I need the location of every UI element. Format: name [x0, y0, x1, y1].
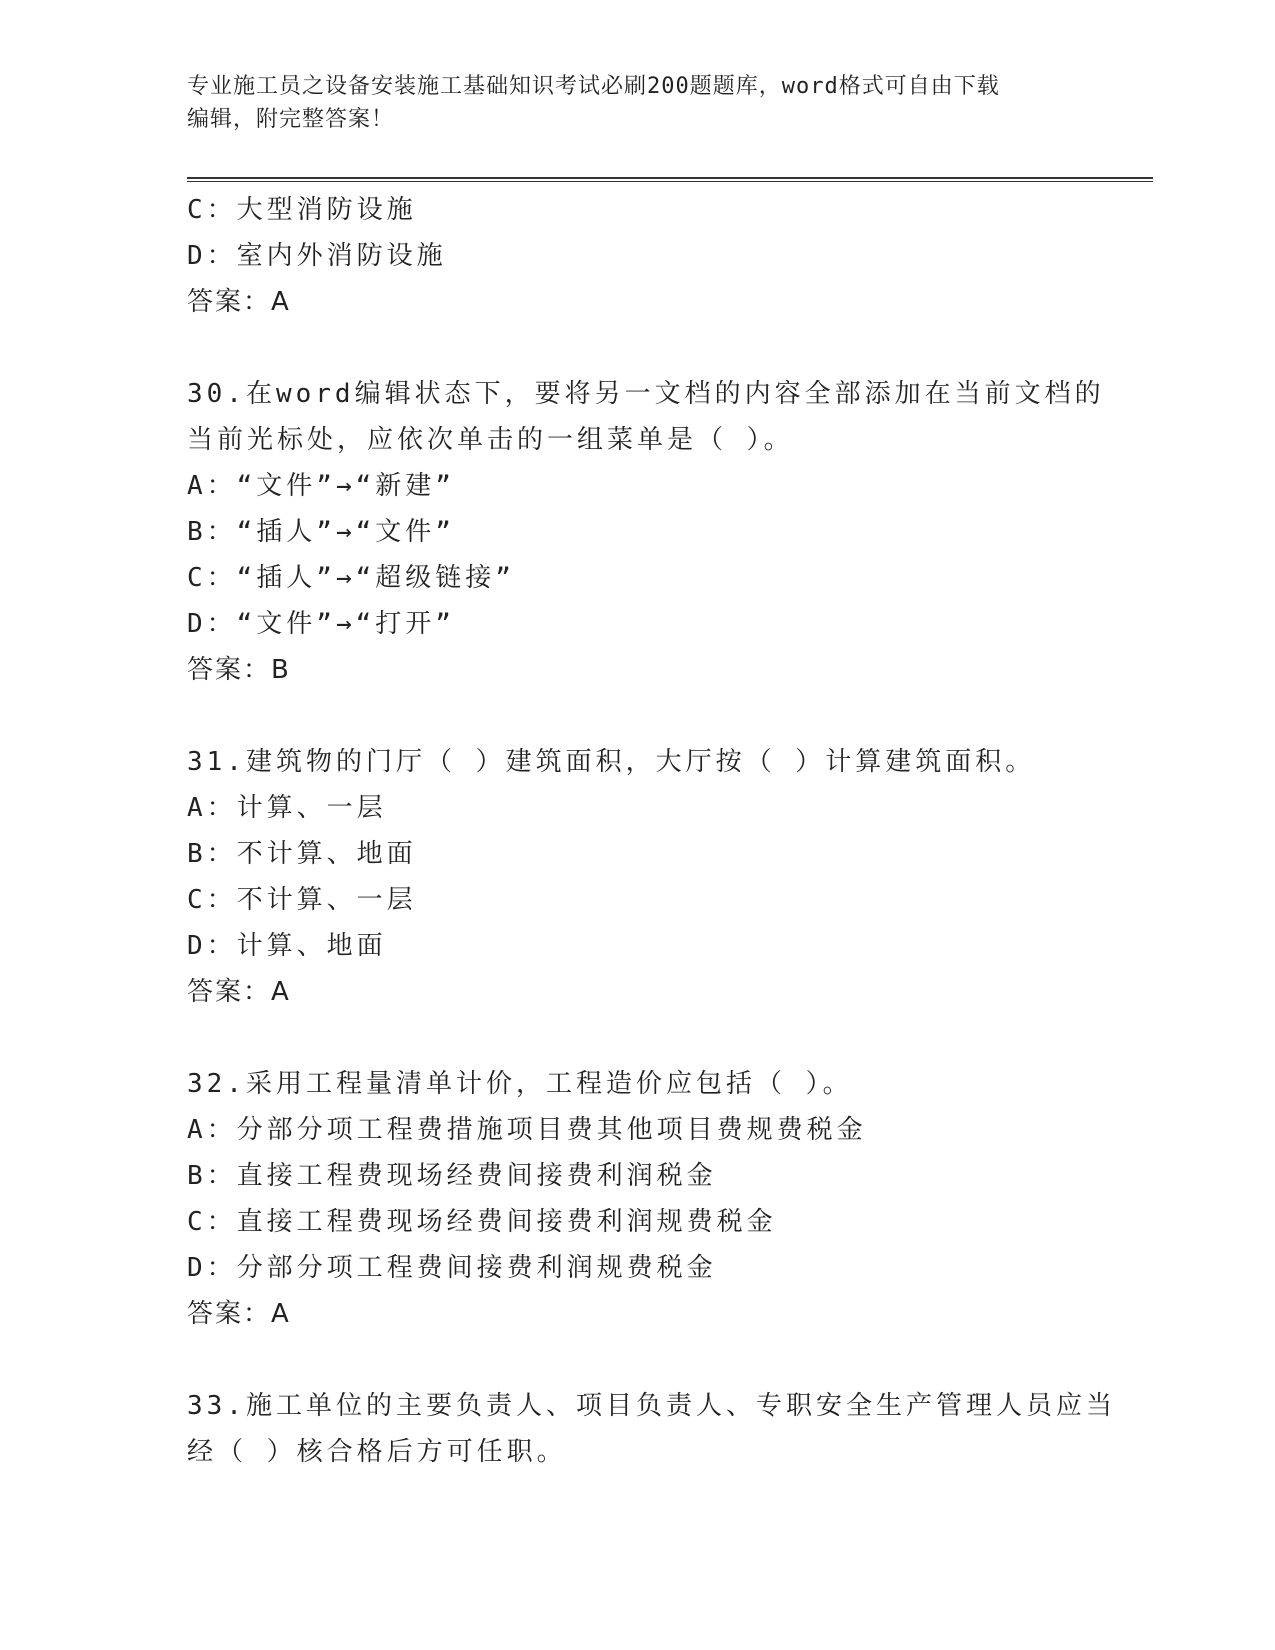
header-divider [187, 177, 1153, 182]
answer-value: A [271, 1299, 290, 1329]
question-stem-line-2: 当前光标处，应依次单击的一组菜单是（ ）。 [187, 425, 794, 455]
document-header [187, 70, 1087, 136]
answer-line [187, 647, 1087, 693]
option-d: D：分部分项工程费间接费利润规费税金 [187, 1253, 717, 1283]
question-stem-line-2: 经（ ）核合格后方可任职。 [187, 1437, 567, 1467]
answer-line [187, 969, 1087, 1015]
option-b: B：不计算、地面 [187, 839, 417, 869]
answer-value: B [271, 655, 290, 685]
answer-line [187, 1291, 1087, 1337]
answer-line [187, 279, 1087, 325]
option-c: C：大型消防设施 [187, 195, 417, 225]
option-c: C：“插人”→“超级链接” [187, 563, 515, 593]
option-d: D：室内外消防设施 [187, 241, 447, 271]
header-title-line-2: 编辑，附完整答案！ [187, 107, 395, 132]
question-stem-line-1: 30.在word编辑状态下，要将另一文档的内容全部添加在当前文档的 [187, 379, 1105, 409]
option-b: B：“插人”→“文件” [187, 517, 455, 547]
option-a: A：计算、一层 [187, 793, 387, 823]
option-a: A：“文件”→“新建” [187, 471, 455, 501]
answer-label: 答案： [187, 977, 272, 1007]
question-list [187, 187, 1116, 1475]
question-29-continued [187, 187, 1087, 325]
option-d: D：计算、地面 [187, 931, 387, 961]
question-stem-line-1: 31.建筑物的门厅（ ）建筑面积，大厅按（ ）计算建筑面积。 [187, 747, 1036, 777]
question-stem-line-1: 32.采用工程量清单计价，工程造价应包括（ ）。 [187, 1069, 853, 1099]
answer-label: 答案： [187, 1299, 272, 1329]
question-33 [187, 1383, 1116, 1475]
answer-label: 答案： [187, 655, 272, 685]
option-c: C：不计算、一层 [187, 885, 417, 915]
option-d: D：“文件”→“打开” [187, 609, 455, 639]
header-title-line-1: 专业施工员之设备安装施工基础知识考试必刷200题题库，word格式可自由下载 [187, 74, 1000, 99]
question-31 [187, 739, 1087, 1015]
answer-value: A [271, 287, 290, 317]
option-a: A：分部分项工程费措施项目费其他项目费规费税金 [187, 1115, 867, 1145]
answer-value: A [271, 977, 290, 1007]
question-stem-line-1: 33.施工单位的主要负责人、项目负责人、专职安全生产管理人员应当 [187, 1391, 1116, 1421]
answer-label: 答案： [187, 287, 272, 317]
option-b: B：直接工程费现场经费间接费利润税金 [187, 1161, 717, 1191]
question-32 [187, 1061, 1087, 1337]
option-c: C：直接工程费现场经费间接费利润规费税金 [187, 1207, 777, 1237]
question-30 [187, 371, 1105, 693]
